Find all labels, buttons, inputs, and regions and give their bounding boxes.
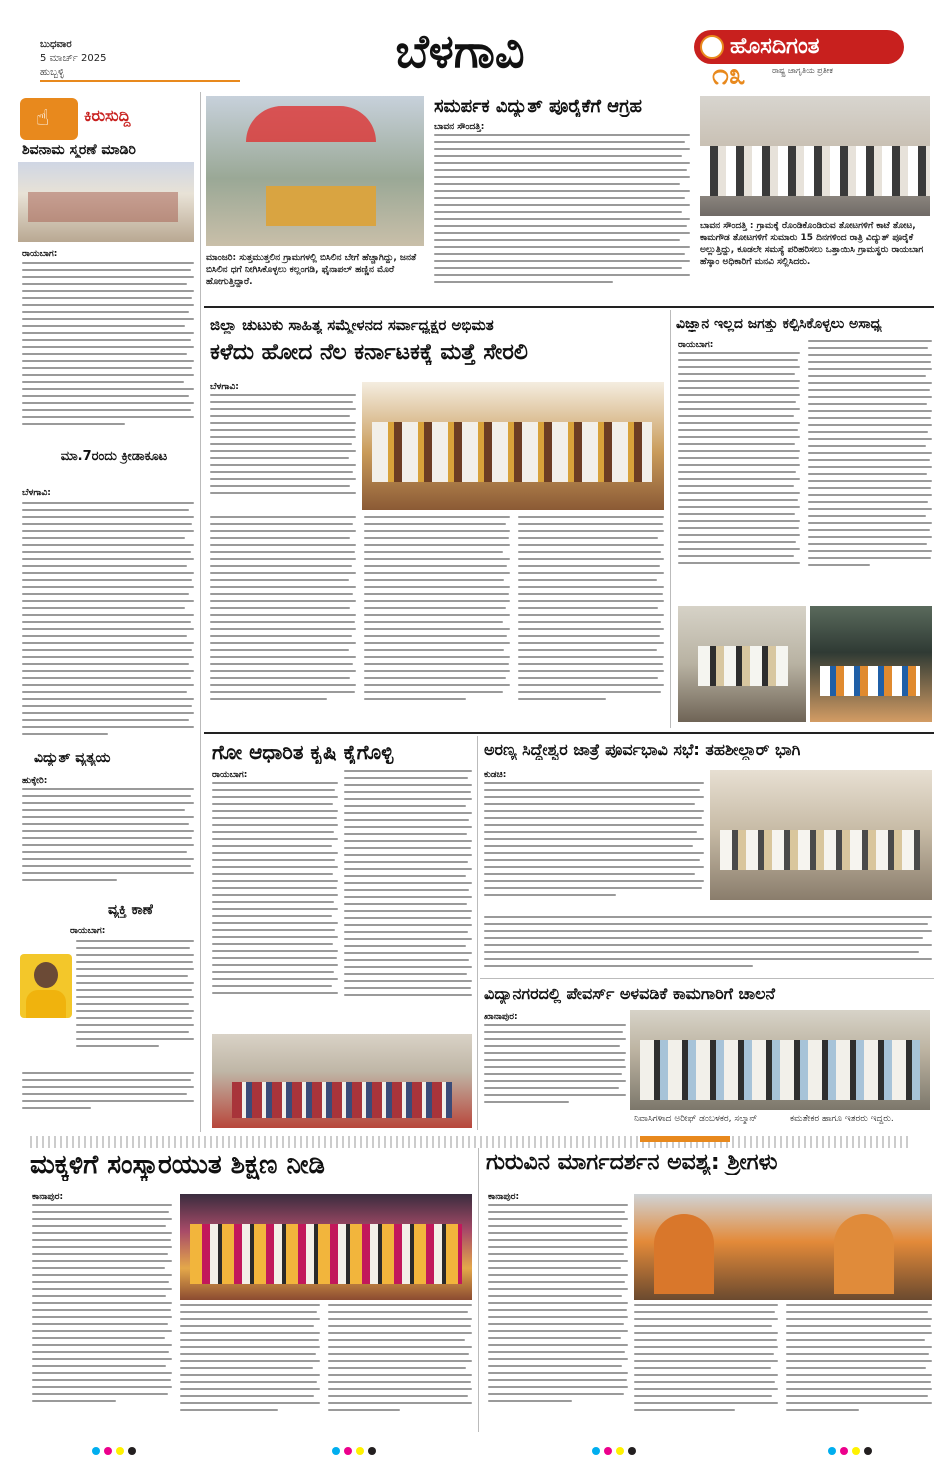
registration-marks-left xyxy=(92,1440,140,1459)
brief-2-body xyxy=(22,502,194,767)
paver-headline: ವಿದ್ಯಾನಗರದಲ್ಲಿ ಪೇವರ್ಸ್ ಅಳವಡಿಕೆ ಕಾಮಗಾರಿಗೆ ಚಾಲನೆ xyxy=(484,984,776,1003)
sahitya-stage-photo xyxy=(362,382,664,510)
sahitya-dateline: ಬೆಳಗಾವಿ: xyxy=(210,382,239,392)
bottom-strip-accent xyxy=(640,1136,730,1142)
missing-person-photo xyxy=(20,954,72,1018)
brief-4-body-right xyxy=(76,940,194,1070)
brief-2-title: ಮಾ.7ರಂದು ಕ್ರೀಡಾಕೂಟ xyxy=(60,449,168,464)
sahitya-body-col2 xyxy=(210,516,356,726)
masthead-day: ಬುಧವಾರ xyxy=(40,39,72,50)
brand-emblem-icon xyxy=(700,35,724,59)
bottom-right-body-col2 xyxy=(634,1304,778,1430)
krushi-body-col1 xyxy=(212,782,338,1030)
sahitya-body-col4 xyxy=(518,516,664,726)
brief-4-title: ವ್ಯಕ್ತಿ ಕಾಣೆ xyxy=(108,902,153,918)
masthead xyxy=(0,0,945,92)
pointing-hand-icon: ☝ xyxy=(36,106,50,131)
villagers-caption: ಬಾವನ ಸೌಂದತ್ತಿ : ಗ್ರಾಮಕ್ಕೆ ರೊಂಡಿಕೊಂಡಿರುವ ತೋಟಗಳಿಗೆ ಕಾಟೆ ತೋಟ, ಕಾಮಗೌಡ ತೋಟಗಳಿಗೆ ಸುಮಾರು 15 ದಿನಗಳಿಂದ ರಾತ್ರಿ ವಿದ್ಯುತ್ ಪೂರೈಕೆ ಅಲ್ಲುತ್ತಿದ್ದು, ಕೂಡಲೇ ಸಮಸ್ಯೆ ಪರಿಹರಿಸಲು ಒತ್ತಾಯಿಸಿ ಗ್ರಾಮಸ್ಥರು ರಾಯಬಾಗ ಹೆಸ್ಕಾಂ ಅಧಿಕಾರಿಗೆ ಮನವಿ ಸಲ್ಲಿಸಿದರು. xyxy=(700,221,924,267)
bottom-strip-rule xyxy=(30,1136,910,1148)
sahitya-kicker: ಜಿಲ್ಲಾ ಚುಟುಕು ಸಾಹಿತ್ಯ ಸಮ್ಮೇಳನದ ಸರ್ವಾಧ್ಯಕ್ಷರ ಅಭಿಮತ xyxy=(210,316,494,334)
section-title: ಬೆಳಗಾವಿ xyxy=(395,24,525,78)
bottom-left-headline: ಮಕ್ಕಳಿಗೆ ಸಂಸ್ಕಾರಯುತ ಶಿಕ್ಷಣ ನೀಡಿ xyxy=(30,1150,325,1180)
power-story-body xyxy=(434,134,690,300)
bottom-right-dateline: ಕಾನಾಪುರ: xyxy=(488,1192,520,1202)
date-block xyxy=(40,38,106,80)
sahitya-vijnana-divider xyxy=(670,310,671,728)
krushi-headline: ಗೋ ಆಧಾರಿತ ಕೃಷಿ ಕೈಗೊಳ್ಳಿ xyxy=(212,740,394,764)
aranya-dateline: ಕುಡಚಿ: xyxy=(484,770,507,780)
kirusuddi-badge xyxy=(20,98,78,140)
brief-2-dateline: ಬೆಳಗಾವಿ: xyxy=(22,488,51,498)
vijnana-headline: ವಿಜ್ಞಾನ ಇಲ್ಲದ ಜಗತ್ತು ಕಲ್ಪಿಸಿಕೊಳ್ಳಲು ಅಸಾಧ್ಯ xyxy=(676,316,882,332)
aranya-meeting-photo xyxy=(710,770,932,900)
brief-1-title: ಶಿವನಾಮ ಸ್ಮರಣೆ ಮಾಡಿರಿ xyxy=(22,142,136,158)
brief-3-title: ವಿದ್ಯುತ್ ವ್ಯತ್ಯಯ xyxy=(34,750,111,766)
vijnana-body-col1 xyxy=(678,352,800,600)
brief-4-body-bottom xyxy=(22,1072,194,1118)
sahitya-headline: ಕಳೆದು ಹೋದ ನೆಲ ಕರ್ನಾಟಕಕ್ಕೆ ಮತ್ತೆ ಸೇರಲಿ xyxy=(210,340,528,365)
brief-1-photo xyxy=(18,162,194,242)
masthead-date: 5 ಮಾರ್ಚ್ 2025 xyxy=(40,53,107,64)
registration-marks-center xyxy=(332,1440,380,1459)
vijnana-photo-1 xyxy=(678,606,806,722)
bottom-right-photo xyxy=(634,1194,932,1300)
registration-marks-far-right xyxy=(828,1440,876,1459)
bottom-left-body-col1 xyxy=(32,1204,172,1430)
bottom-right-headline: ಗುರುವಿನ ಮಾರ್ಗದರ್ಶನ ಅವಶ್ಯ: ಶ್ರೀಗಳು xyxy=(486,1150,778,1175)
aranya-headline: ಅರಣ್ಯ ಸಿದ್ದೇಶ್ವರ ಜಾತ್ರೆ ಪೂರ್ವಭಾವಿ ಸಭೆ: ತಹಶೀಲ್ದಾರ್ ಭಾಗಿ xyxy=(484,740,801,759)
paver-body xyxy=(484,1024,626,1118)
sidebar-divider xyxy=(200,92,201,1132)
brand-name: ಹೊಸದಿಗಂತ xyxy=(730,34,820,59)
paver-tail-right: ಕಮತೇಕರ ಹಾಗೂ ಇತರರು ಇದ್ದರು. xyxy=(790,1114,894,1124)
fruit-stall-caption: ಮಾಂಜರಿ: ಸುತ್ತಮುತ್ತಲಿನ ಗ್ರಾಮಗಳಲ್ಲಿ ಬಿಸಿಲಿನ ಬೇಗೆ ಹೆಚ್ಚಾಗಿದ್ದು, ಜನತೆ ಬಿಸಿಲಿನ ಧಗೆ ನೀಗಿಸಿಕೊಳ್ಳಲು ಕಲ್ಲಂಗಡಿ, ಫೈನಾಪಲ್ ಹಣ್ಣಿನ ಮೊರೆ ಹೋಗುತ್ತಿದ್ದಾರೆ. xyxy=(206,253,417,287)
villagers-photo xyxy=(700,96,930,216)
krushi-body-col2 xyxy=(344,770,472,1030)
power-story-dateline: ಬಾವನ ಸೌಂದತ್ತಿ: xyxy=(434,122,485,132)
orange-rule-left xyxy=(40,80,240,82)
bottom-left-body-col2 xyxy=(180,1304,320,1430)
brief-1-body xyxy=(22,262,194,444)
paver-tail-left: ನಿವಾಸಿಗಳಾದ ಅರೀಫ್ ಡಂಬಳಕರ, ಸಲ್ಮಾನ್ xyxy=(634,1114,758,1124)
vijnana-photo-2 xyxy=(810,606,932,722)
krushi-meeting-photo xyxy=(212,1034,472,1128)
masthead-city: ಹುಬ್ಬಳ್ಳಿ xyxy=(40,67,65,78)
krushi-dateline: ರಾಯಬಾಗ: xyxy=(212,770,248,780)
krushi-aranya-divider xyxy=(477,736,478,1130)
fruit-stall-photo xyxy=(206,96,424,246)
sahitya-body-col3 xyxy=(364,516,510,726)
aranya-body-col1 xyxy=(484,782,704,912)
aranya-paver-divider xyxy=(480,978,934,979)
sahitya-body-col1 xyxy=(210,394,356,510)
middle-row-divider xyxy=(204,732,934,734)
registration-marks-right xyxy=(592,1440,640,1459)
brief-4-dateline: ರಾಯಬಾಗ: xyxy=(70,926,106,936)
vijnana-dateline: ರಾಯಬಾಗ: xyxy=(678,340,714,350)
power-story-headline: ಸಮರ್ಪಕ ವಿದ್ಯುತ್ ಪೂರೈಕೆಗೆ ಆಗ್ರಹ xyxy=(434,96,643,117)
brief-3-body xyxy=(22,788,194,900)
bottom-left-photo xyxy=(180,1194,472,1300)
sidebar xyxy=(14,92,196,1132)
bottom-right-body-col1 xyxy=(488,1204,628,1430)
paver-dateline: ಖಾನಾಪುರ: xyxy=(484,1012,518,1022)
top-row-divider xyxy=(204,306,934,308)
bottom-right-body-col3 xyxy=(786,1304,932,1430)
bottom-left-dateline: ಕಾನಾಪುರ: xyxy=(32,1192,64,1202)
brand-tagline: ರಾಷ್ಟ್ರ ಜಾಗೃತಿಯ ಪ್ರತೀಕ xyxy=(772,66,833,75)
bottom-divider xyxy=(478,1148,479,1432)
brief-1-dateline: ರಾಯಬಾಗ: xyxy=(22,249,58,259)
vijnana-body-col2 xyxy=(808,340,932,600)
brief-3-dateline: ಹುಕ್ಕೇರಿ: xyxy=(22,776,48,786)
paver-group-photo xyxy=(630,1010,930,1110)
bottom-left-body-col3 xyxy=(328,1304,472,1430)
kirusuddi-label: ಕಿರುಸುದ್ದಿ xyxy=(84,106,131,125)
page-number: ೧೩ xyxy=(712,57,746,92)
aranya-body-wide xyxy=(484,916,932,976)
